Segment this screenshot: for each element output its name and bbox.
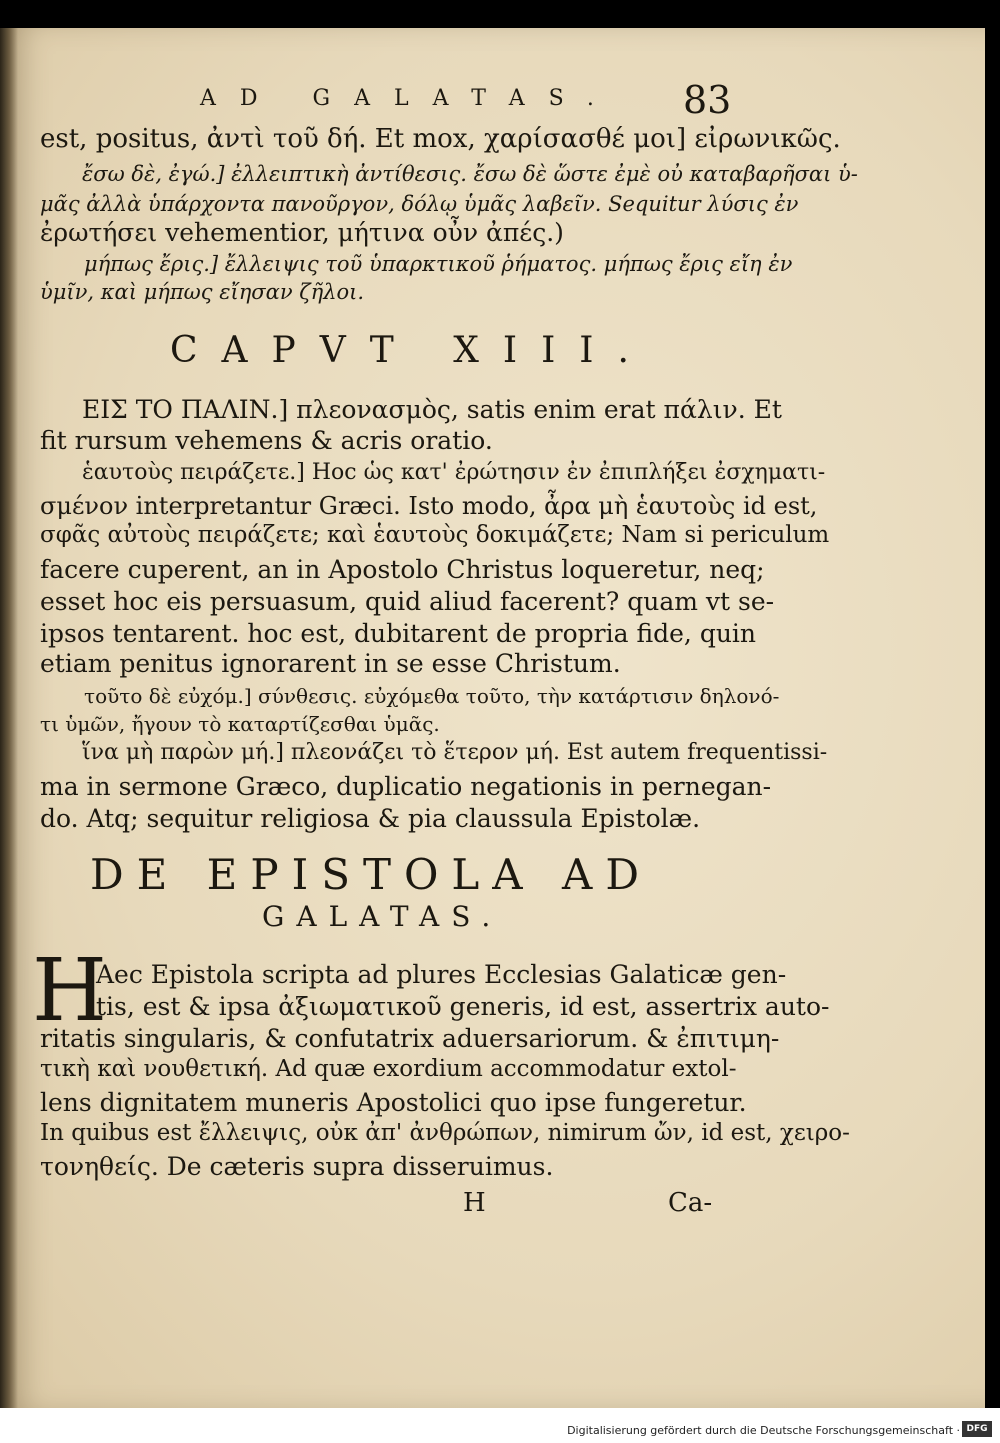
- text-line: ἑαυτοὺς πειράζετε.] Hoc ὡς κατ' ἐρώτησιν ἐν ἐπιπλήξει ἐσχηματι-: [82, 460, 826, 485]
- text-line: tis, est & ipsa ἀξιωματικοῦ generis, id est, assertrix auto-: [96, 992, 830, 1021]
- text-line: ritatis singularis, & confutatrix aduersariorum. & ἐπιτιμη-: [40, 1024, 780, 1053]
- text-line: σμένον interpretantur Græci. Isto modo, ἆρα μὴ ἑαυτοὺς id est,: [40, 492, 818, 520]
- text-line: ipsos tentarent. hoc est, dubitarent de propria fide, quin: [40, 619, 757, 648]
- text-line: τοῦτο δὲ εὐχόμ.] σύνθεσις. εὐχόμεθα τοῦτο, τὴν κατάρτισιν δηλονό-: [84, 684, 780, 708]
- text-line: ὑμῖν, καὶ μήπως εἴησαν ζῆλοι.: [40, 280, 365, 304]
- section-title: DE EPISTOLA AD: [90, 850, 652, 899]
- catchword: Ca-: [668, 1188, 713, 1218]
- text-line: est, positus, ἀντὶ τοῦ δή. Et mox, χαρίσασθέ μοι] εἰρωνικῶς.: [40, 124, 841, 154]
- text-line: ἵνα μὴ παρὼν μή.] πλεονάζει τὸ ἕτερον μή. Est autem frequentissi-: [82, 740, 828, 765]
- text-line: μᾶς ἀλλὰ ὑπάρχοντα πανοῦργον, δόλῳ ὑμᾶς λαβεῖν. Sequitur λύσις ἐν: [40, 192, 799, 216]
- text-line: In quibus est ἔλλειψις, οὐκ ἀπ' ἀνθρώπων, nimirum ὤν, id est, χειρο-: [40, 1120, 850, 1146]
- drop-cap-initial: H: [32, 941, 107, 1041]
- text-line: ἐρωτήσει vehementior, μήτινα οὖν ἀπές.): [40, 218, 564, 247]
- text-line: Aec Epistola scripta ad plures Ecclesias Galaticæ gen-: [96, 960, 787, 989]
- funding-credit: Digitalisierung gefördert durch die Deutsche Forschungsgemeinschaft ·: [567, 1424, 960, 1437]
- chapter-heading: CAPVT XIII.: [170, 330, 653, 371]
- text-line: fit rursum vehemens & acris oratio.: [40, 426, 493, 455]
- text-line: lens dignitatem muneris Apostolici quo ipse fungeretur.: [40, 1088, 747, 1117]
- dfg-logo: DFG: [962, 1421, 992, 1437]
- section-title-line-2: GALATAS.: [262, 900, 503, 933]
- text-line: do. Atq; sequitur religiosa & pia claussula Epistolæ.: [40, 804, 701, 833]
- page-number: 83: [683, 78, 732, 122]
- text-line: esset hoc eis persuasum, quid aliud facerent? quam vt se-: [40, 587, 775, 616]
- text-line: τονηθείς. De cæteris supra disseruimus.: [40, 1152, 554, 1181]
- signature-mark: H: [463, 1188, 486, 1218]
- text-line: τι ὑμῶν, ἤγουν τὸ καταρτίζεσθαι ὑμᾶς.: [40, 712, 440, 736]
- text-line: ma in sermone Græco, duplicatio negationis in pernegan-: [40, 772, 772, 801]
- text-line: σφᾶς αὐτοὺς πειράζετε; καὶ ἑαυτοὺς δοκιμάζετε; Nam si periculum: [40, 522, 830, 548]
- text-line: μήπως ἔρις.] ἔλλειψις τοῦ ὑπαρκτικοῦ ῥήματος. μήπως ἔρις εἴη ἐν: [84, 252, 793, 276]
- text-line: facere cuperent, an in Apostolo Christus loqueretur, neq;: [40, 555, 765, 584]
- text-line: etiam penitus ignorarent in se esse Christum.: [40, 649, 621, 678]
- running-head: AD GALATAS.: [200, 86, 618, 111]
- text-line: ἔσω δὲ, ἐγώ.] ἐλλειπτικὴ ἀντίθεσις. ἔσω δὲ ὥστε ἐμὲ οὐ καταβαρῆσαι ὑ-: [82, 162, 858, 186]
- binding-gutter: [0, 28, 18, 1408]
- text-line: ΕΙΣ ΤΟ ΠΑΛΙΝ.] πλεονασμὸς, satis enim erat πάλιν. Et: [82, 395, 782, 424]
- text-line: τικὴ καὶ νουθετική. Ad quæ exordium accommodatur extol-: [40, 1056, 737, 1082]
